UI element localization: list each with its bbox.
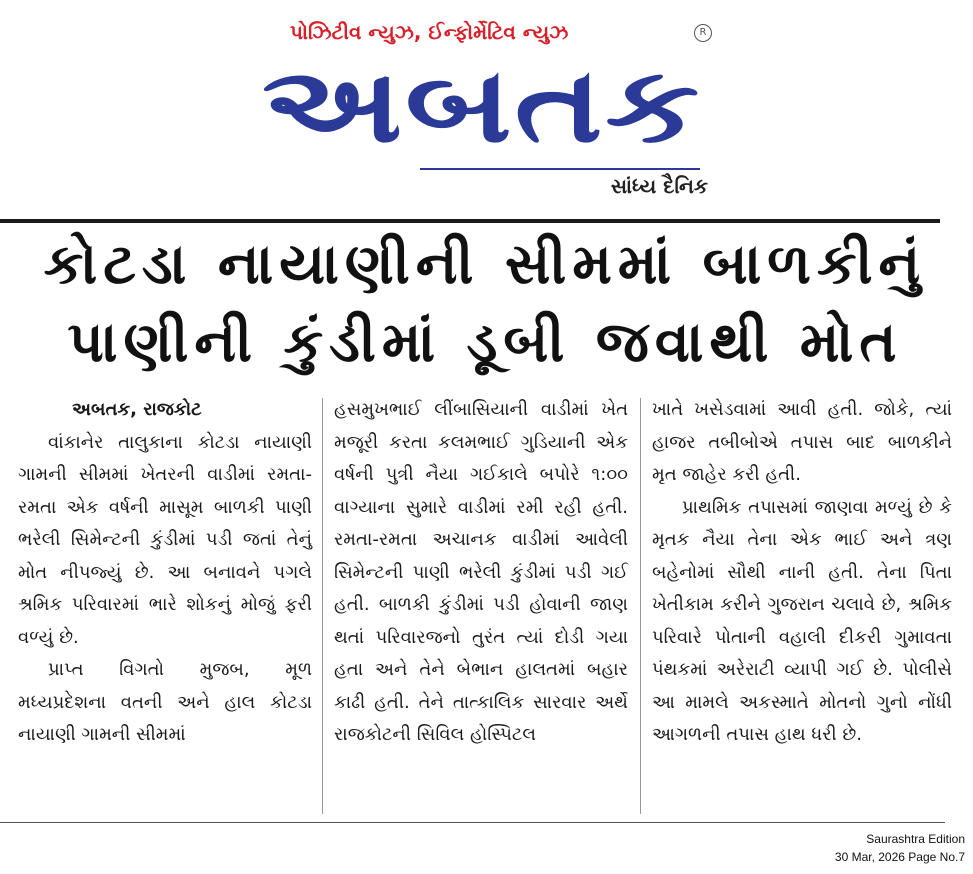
bottom-divider xyxy=(0,822,945,823)
edition-info xyxy=(835,830,965,866)
article-paragraph: વાંકાનેર તાલુકાના કોટડા નાયાણી ગામની સીમમાં ખેતરની વાડીમાં રમતા-રમતા એક વર્ષની માસૂમ બાળકી પાણી ભરેલી સિમેન્ટની કુંડીમાં પડી જતાં તેનું મોત નીપજ્યું છે. આ બનાવને પગલે શ્રમિક પરિવારમાં ભારે શોકનું મોજું ફરી વળ્યું છે. xyxy=(18,431,312,648)
article-paragraph: હસમુખભાઈ લીંબાસિયાની વાડીમાં ખેત મજૂરી કરતા કલમભાઈ ગુડિયાની એક વર્ષની પુત્રી નૈયા ગઈકાલે બપોરે ૧:૦૦ વાગ્યાના સુમારે વાડીમાં રમી રહી હતી. રમતા-રમતા અચાનક વાડીમાં આવેલી સિમેન્ટની પાણી ભરેલી કુંડીમાં પડી ગઈ હતી. બાળકી કુંડીમાં પડી હોવાની જાણ થતાં પરિવારજનો તુરંત ત્યાં દોડી ગયા હતા અને તેને બેભાન હાલતમાં બહાર કાઢી હતી. તેને તાત્કાલિક સારવાર અર્થે રાજકોટની સિવિલ હોસ્પિટલ xyxy=(334,399,628,745)
article-paragraph: પ્રાથમિક તપાસમાં જાણવા મળ્યું છે કે મૃતક નૈયા તેના એક ભાઈ અને ત્રણ બહેનોમાં સૌથી નાની હતી. તેના પિતા ખેતીકામ કરીને ગુજરાન ચલાવે છે, શ્રમિક પરિવારે પોતાની વહાલી દીકરી ગુમાવતા પંથકમાં અરેરાટી વ્યાપી ગઈ છે. પોલીસે આ મામલે અકસ્માતે મોતનો ગુનો નોંધી આગળની તપાસ હાથ ધરી છે. xyxy=(652,496,952,745)
masthead-subtitle: સાંધ્ય દૈનિક xyxy=(610,174,708,198)
headline-line-1: કોટડા નાયાણીની સીમમાં બાળકીનું xyxy=(43,232,927,297)
headline xyxy=(10,226,960,382)
top-divider xyxy=(0,219,940,223)
article-paragraph: ખાતે ખસેડવામાં આવી હતી. જોકે, ત્યાં હાજર તબીબોએ તપાસ બાદ બાળકીને મૃત જાહેર કરી હતી. xyxy=(652,399,952,485)
article-column-3 xyxy=(652,394,952,814)
newspaper-logo: અબતક xyxy=(262,46,702,164)
headline-line-2: પાણીની કુંડીમાં ડૂબી જવાથી મોત xyxy=(67,310,903,375)
article-column-2 xyxy=(334,394,628,814)
byline: અબતક, રાજકોટ xyxy=(72,399,202,420)
registered-mark-icon: R xyxy=(694,24,712,42)
column-divider xyxy=(640,398,641,814)
masthead-tagline: પોઝિટીવ ન્યુઝ, ઈન્ફોર્મેટિવ ન્યુઝ xyxy=(290,20,569,44)
edition-date-page: 30 Mar, 2026 Page No.7 xyxy=(834,850,965,864)
edition-name: Saurashtra Edition xyxy=(866,832,965,846)
logo-underline xyxy=(420,168,700,170)
article-column-1 xyxy=(18,394,312,814)
article-paragraph: પ્રાપ્ત વિગતો મુજબ, મૂળ મધ્યપ્રદેશના વતની અને હાલ કોટડા નાયાણી ગામની સીમમાં xyxy=(18,659,312,745)
masthead xyxy=(0,0,973,215)
column-divider xyxy=(322,398,323,814)
